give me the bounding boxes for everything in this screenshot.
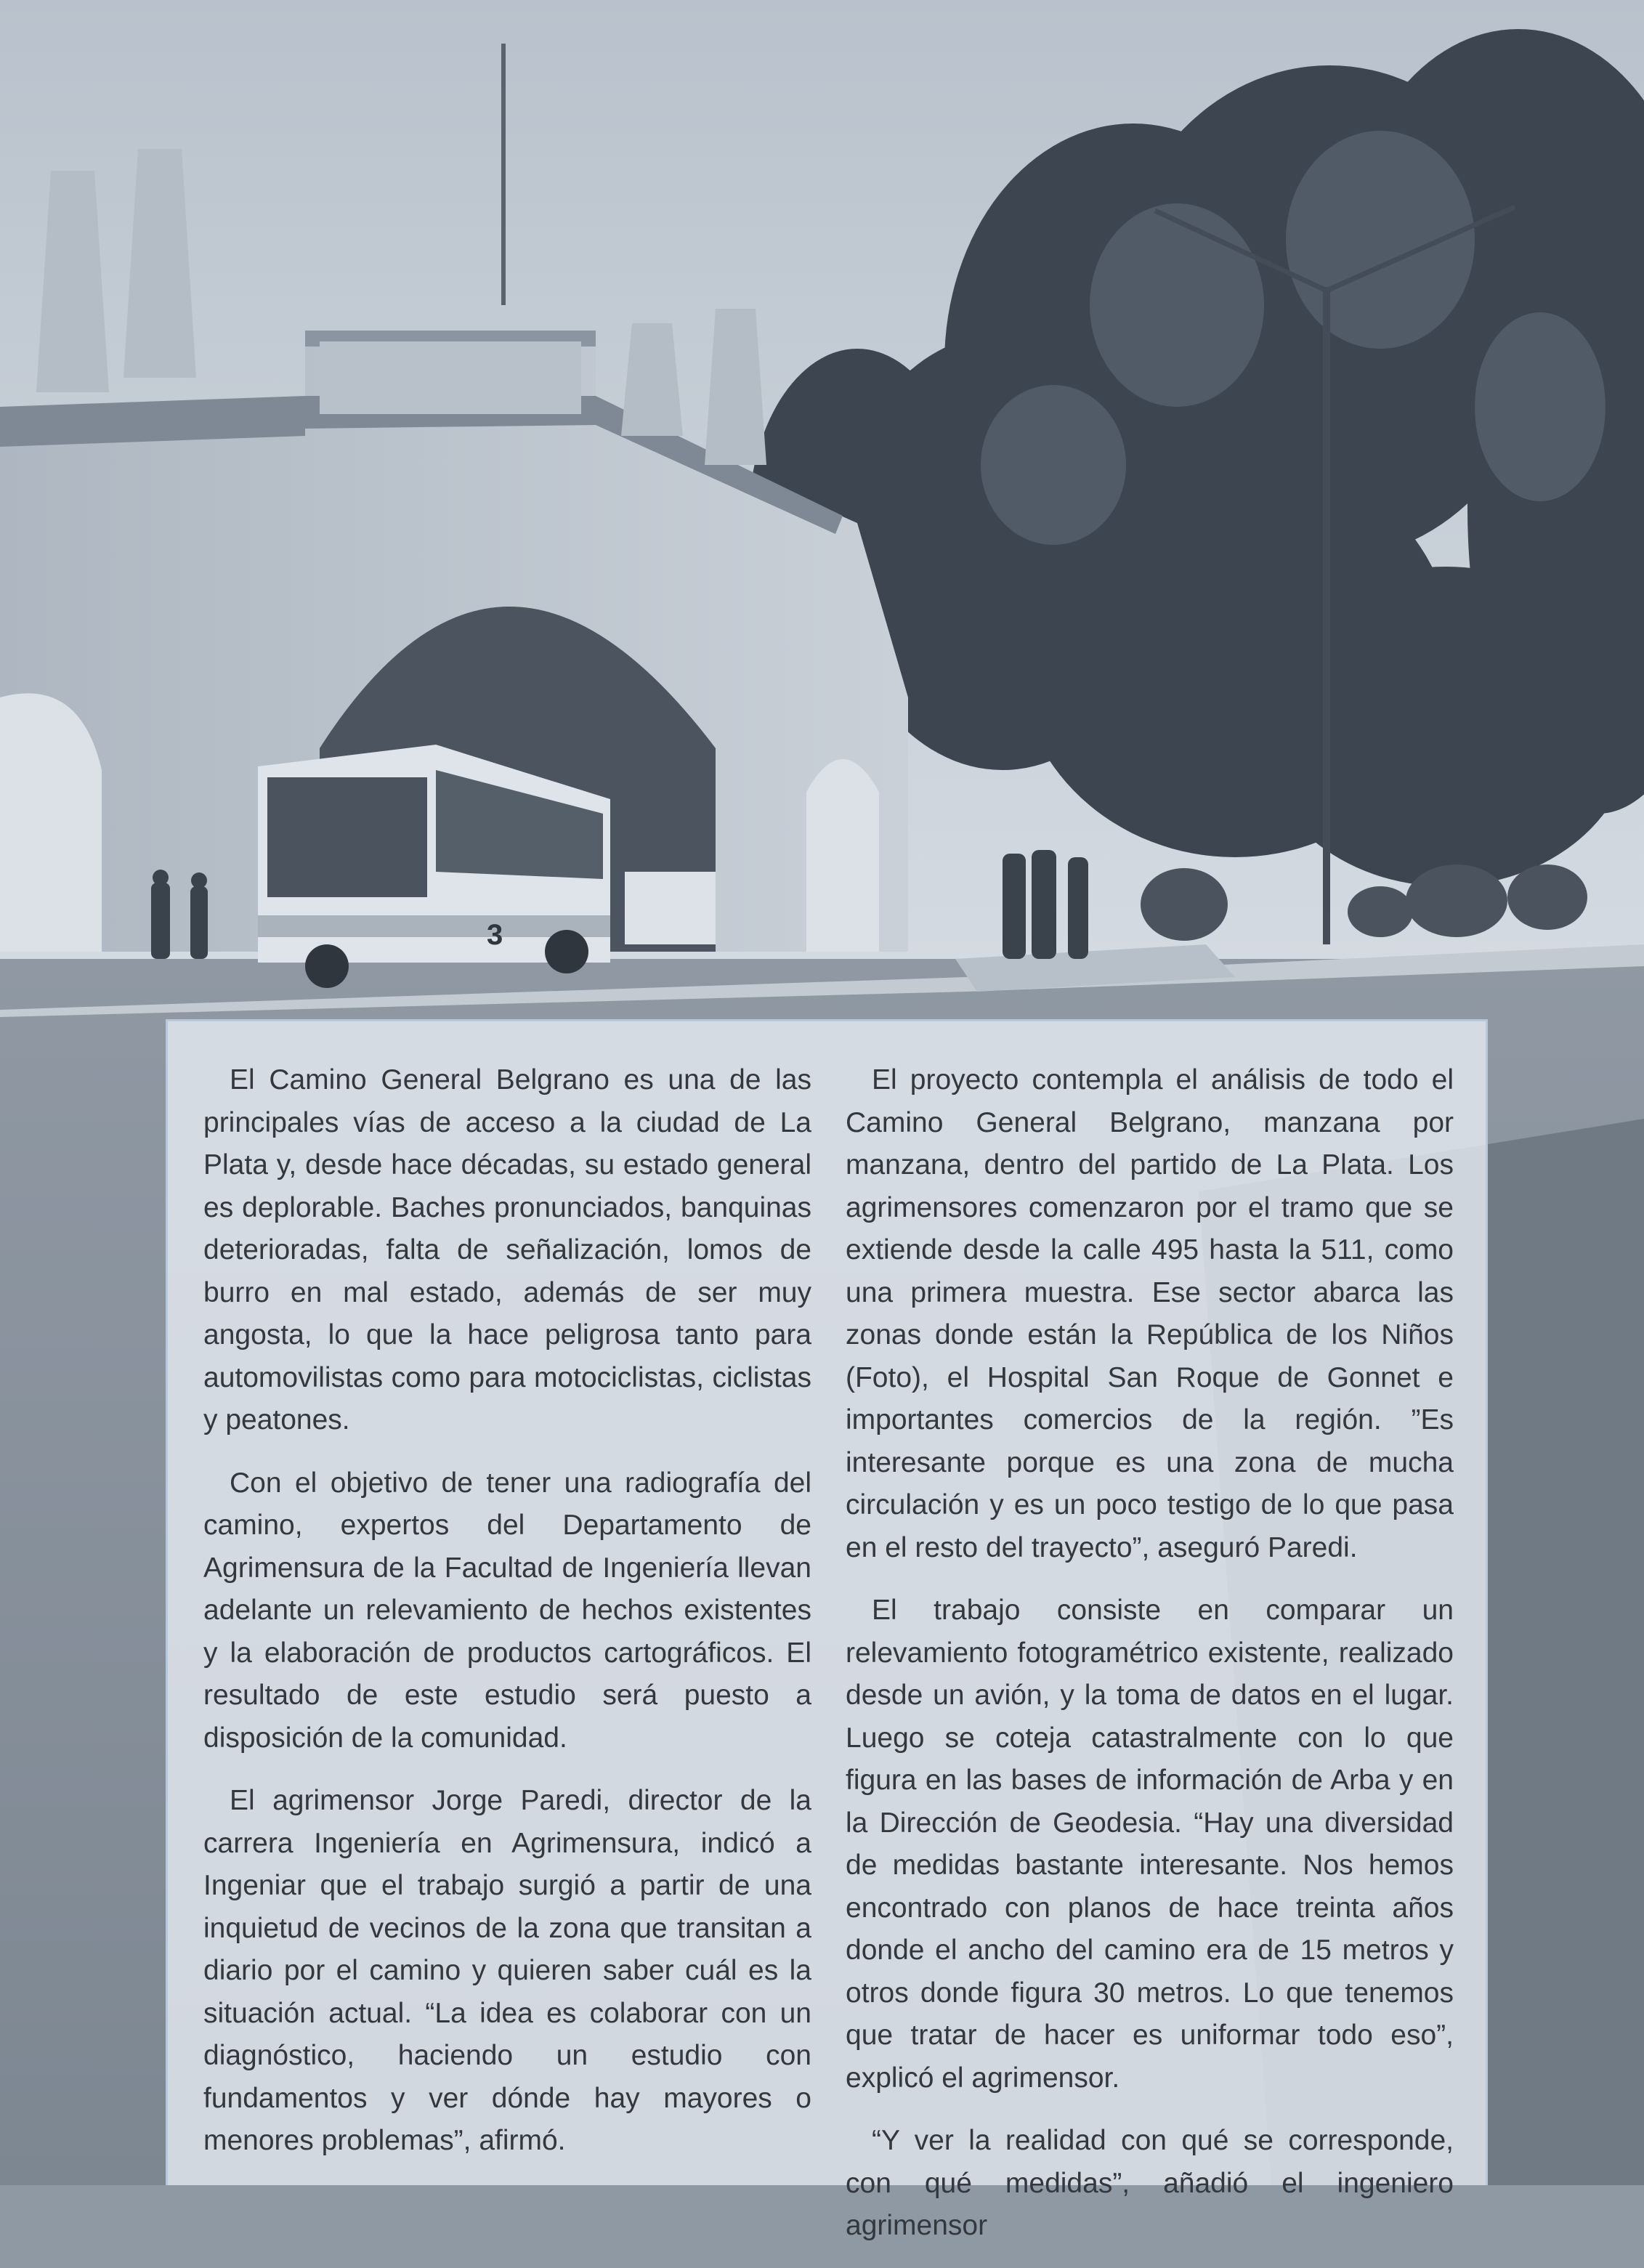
right-paragraph-1: El proyecto contempla el análisis de todo el Camino General Belgrano, manzana por manzana, dentro del partido de La Plata. Los agrimensores comenzaron por el tramo que se extiende desde la calle 495 hasta la 511, como una primera muestra. Ese sector abarca las zonas donde están la República de los Niños (Foto), el Hospital San Roque de Gonnet e importantes comercios de la región. ”Es interesante porque es una zona de mucha circulación y es un poco testigo de lo que pasa en el resto del trayecto”, aseguró Paredi. [846, 1064, 1454, 1563]
bus-route-number: 3 [487, 919, 503, 951]
right-paragraph-3: “Y ver la realidad con qué se corresponde, con qué medidas”, añadió el ingeniero agrimensor [846, 2125, 1454, 2241]
right-column [846, 1059, 1454, 2268]
right-paragraph-2: El trabajo consiste en comparar un relevamiento fotogramétrico existente, realizado desde un avión, y la toma de datos en el lugar. Luego se coteja catastralmente con lo que figura en las bases de información de Arba y en la Dirección de Geodesia. “Hay una diversidad de medidas bastante interesante. Nos hemos encontrado con planos de hace treinta años donde el ancho del camino era de 15 metros y otros donde figura 30 metros. Lo que tenemos que tratar de hacer es uniformar todo eso”, explicó el agrimensor. [846, 1595, 1454, 2094]
article-panel [166, 1019, 1488, 2241]
left-paragraph-2: Con el objetivo de tener una radiografía del camino, expertos del Departamento de Agrimensura de la Facultad de Ingeniería llevan adelante un relevamiento de hechos existentes y la elaboración de productos cartográficos. El resultado de este estudio será puesto a disposición de la comunidad. [203, 1467, 811, 1754]
left-paragraph-3: El agrimensor Jorge Paredi, director de la carrera Ingeniería en Agrimensura, indicó a Ingeniar que el trabajo surgió a partir de una inquietud de vecinos de la zona que transitan a diario por el camino y quieren saber cuál es la situación actual. “La idea es colaborar con un diagnóstico, haciendo un estudio con fundamentos y ver dónde hay mayores o menores problemas”, afirmó. [203, 1785, 811, 2156]
left-column [203, 1059, 811, 2183]
left-paragraph-1: El Camino General Belgrano es una de las principales vías de acceso a la ciudad de La Plata y, desde hace décadas, su estado general es deplorable. Baches pronunciados, banquinas deterioradas, falta de señalización, lomos de burro en mal estado, además de ser muy angosta, lo que la hace peligrosa tanto para automovilistas como para motociclistas, ciclistas y peatones. [203, 1064, 811, 1435]
